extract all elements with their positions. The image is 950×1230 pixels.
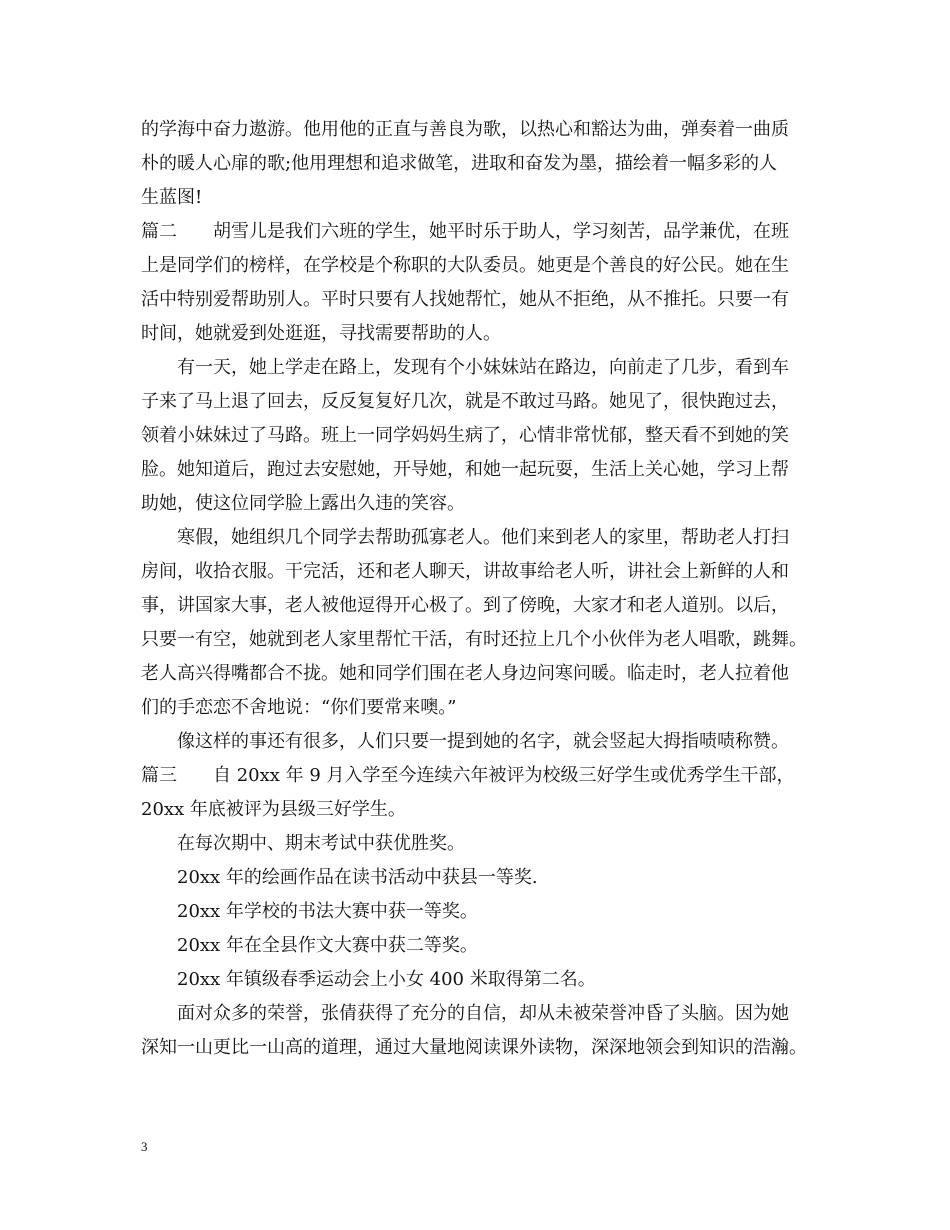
text-line: 20xx 年在全县作文大赛中获二等奖。 [141,935,478,956]
text-line: 在每次期中、期末考试中获优胜奖。 [141,833,465,854]
text-line: 像这样的事还有很多，人们只要一提到她的名字，就会竖起大拇指啧啧称赞。 [141,731,789,752]
text-line: 篇三 自 20xx 年 9 月入学至今连续六年被评为校级三好学生或优秀学生干部， [141,765,795,786]
page-number: 3 [141,1139,148,1154]
text-line: 20xx 年的绘画作品在读书活动中获县一等奖. [141,867,538,888]
text-line: 事，讲国家大事，老人被他逗得开心极了。到了傍晚，大家才和老人道别。以后， [141,595,789,616]
text-line: 老人高兴得嘴都合不拢。她和同学们围在老人身边问寒问暖。临走时，老人拉着他 [141,663,789,684]
text-line: 只要一有空，她就到老人家里帮忙干活，有时还拉上几个小伙伴为老人唱歌，跳舞。 [141,629,807,650]
text-line: 子来了马上退了回去，反反复复好几次，就是不敢过马路。她见了，很快跑过去， [141,391,789,412]
text-line: 时间，她就爱到处逛逛，寻找需要帮助的人。 [141,323,501,344]
text-line: 生蓝图! [141,187,203,208]
text-line: 房间，收拾衣服。干完活，还和老人聊天，讲故事给老人听，讲社会上新鲜的人和 [141,561,789,582]
text-line: 面对众多的荣誉，张倩获得了充分的自信，却从未被荣誉冲昏了头脑。因为她 [141,1003,789,1024]
text-line: 活中特别爱帮助别人。平时只要有人找她帮忙，她从不拒绝，从不推托。只要一有 [141,289,789,310]
text-line: 20xx 年学校的书法大赛中获一等奖。 [141,901,478,922]
text-line: 上是同学们的榜样，在学校是个称职的大队委员。她更是个善良的好公民。她在生 [141,255,789,276]
text-line: 脸。她知道后，跑过去安慰她，开导她，和她一起玩耍，生活上关心她，学习上帮 [141,459,789,480]
text-line: 篇二 胡雪儿是我们六班的学生，她平时乐于助人，学习刻苦，品学兼优，在班 [141,221,789,242]
text-line: 领着小妹妹过了马路。班上一同学妈妈生病了，心情非常忧郁，整天看不到她的笑 [141,425,789,446]
text-line: 20xx 年镇级春季运动会上小女 400 米取得第二名。 [141,969,596,990]
text-line: 有一天，她上学走在路上，发现有个小妹妹站在路边，向前走了几步，看到车 [141,357,789,378]
text-line: 寒假，她组织几个同学去帮助孤寡老人。他们来到老人的家里，帮助老人打扫 [141,527,789,548]
text-line: 助她，使这位同学脸上露出久违的笑容。 [141,493,465,514]
text-line: 深知一山更比一山高的道理，通过大量地阅读课外读物，深深地领会到知识的浩瀚。 [141,1037,807,1058]
text-line: 20xx 年底被评为县级三好学生。 [141,799,406,820]
text-line: 朴的暖人心扉的歌;他用理想和追求做笔，进取和奋发为墨，描绘着一幅多彩的人 [141,153,778,174]
text-line: 的学海中奋力遨游。他用他的正直与善良为歌，以热心和豁达为曲，弹奏着一曲质 [141,119,789,140]
text-line: 们的手恋恋不舍地说：“你们要常来噢。” [141,697,457,718]
